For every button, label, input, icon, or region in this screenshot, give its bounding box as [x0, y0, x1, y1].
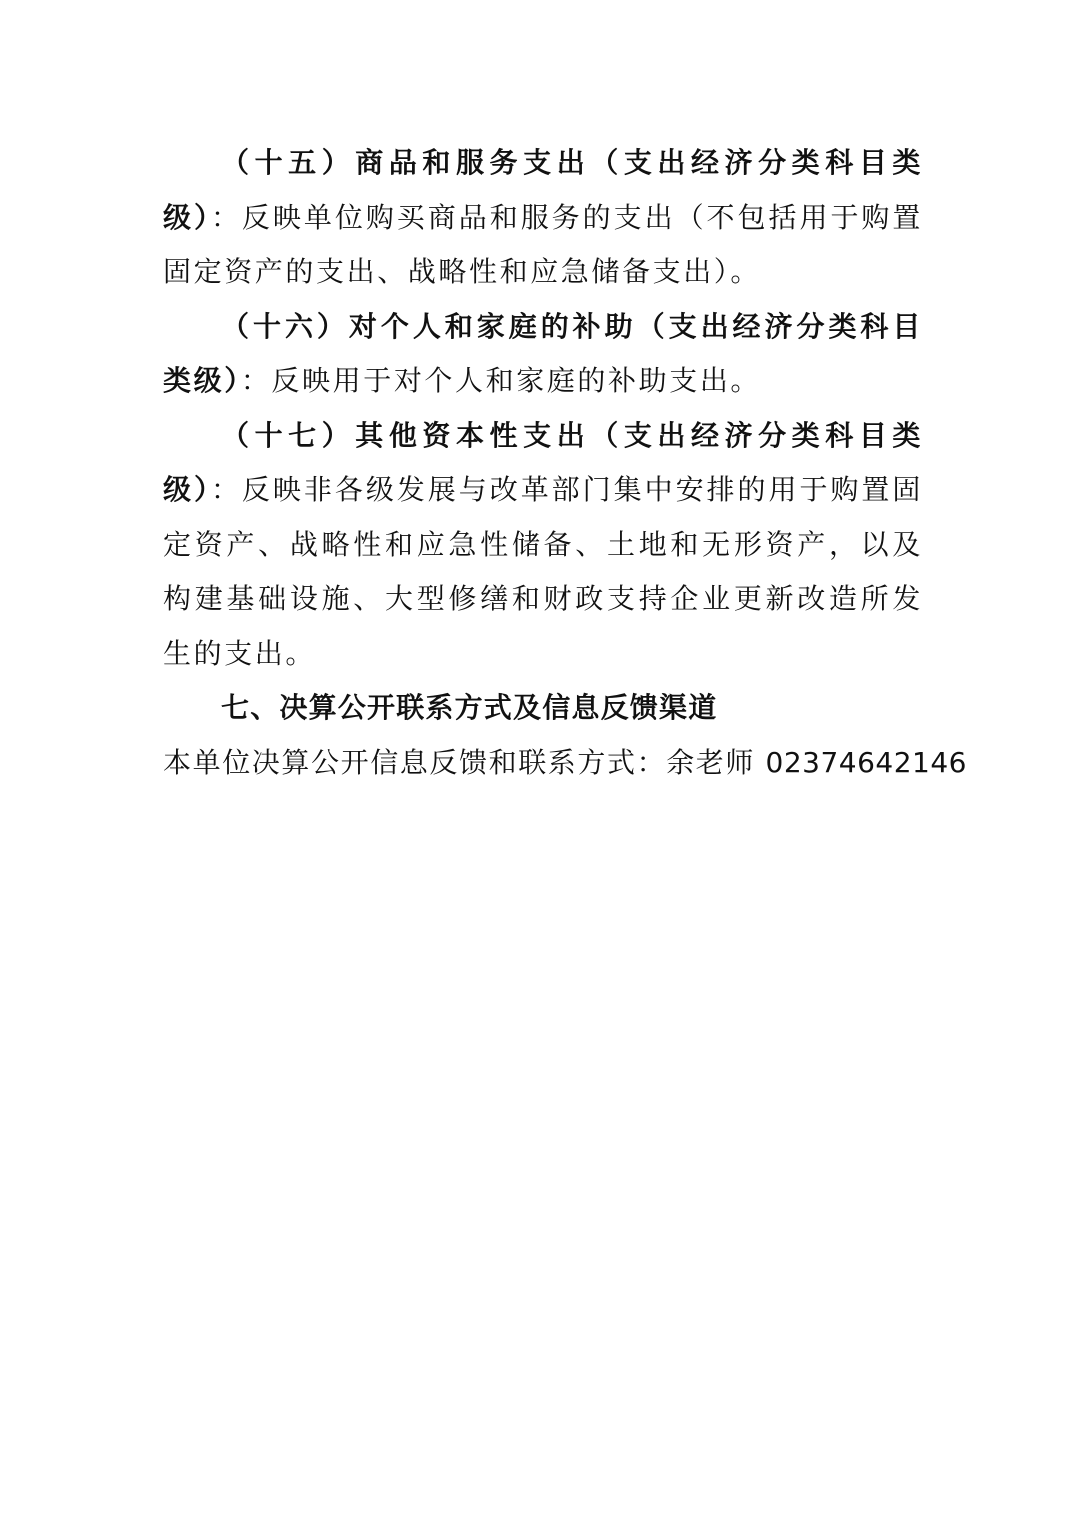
- definition-text: ：反映单位购买商品和服务的支出（不包括用于购置固定资产的支出、战略性和应急储备支出）。: [163, 200, 923, 288]
- definition-paragraph-15: [163, 136, 923, 300]
- definition-term: （十六）对个人和家庭的补助（支出经济分类科目类级）: [163, 309, 923, 397]
- contact-phone: 02374642146: [765, 745, 967, 779]
- section-heading: 七、决算公开联系方式及信息反馈渠道: [221, 691, 718, 724]
- definition-term: （十五）商品和服务支出（支出经济分类科目类级）: [163, 146, 923, 234]
- contact-label: 本单位决算公开信息反馈和联系方式：余老师: [163, 745, 756, 779]
- definition-paragraph-17: [163, 409, 923, 682]
- definition-term: （十七）其他资本性支出（支出经济分类科目类级）: [163, 418, 923, 506]
- definition-paragraph-16: [163, 300, 923, 409]
- definition-text: ：反映非各级发展与改革部门集中安排的用于购置固定资产、战略性和应急性储备、土地和无形资产，以及构建基础设施、大型修缮和财政支持企业更新改造所发生的支出。: [163, 473, 923, 670]
- definition-text: ：反映用于对个人和家庭的补助支出。: [240, 364, 762, 397]
- document-body: [163, 136, 967, 790]
- contact-line: [163, 736, 967, 791]
